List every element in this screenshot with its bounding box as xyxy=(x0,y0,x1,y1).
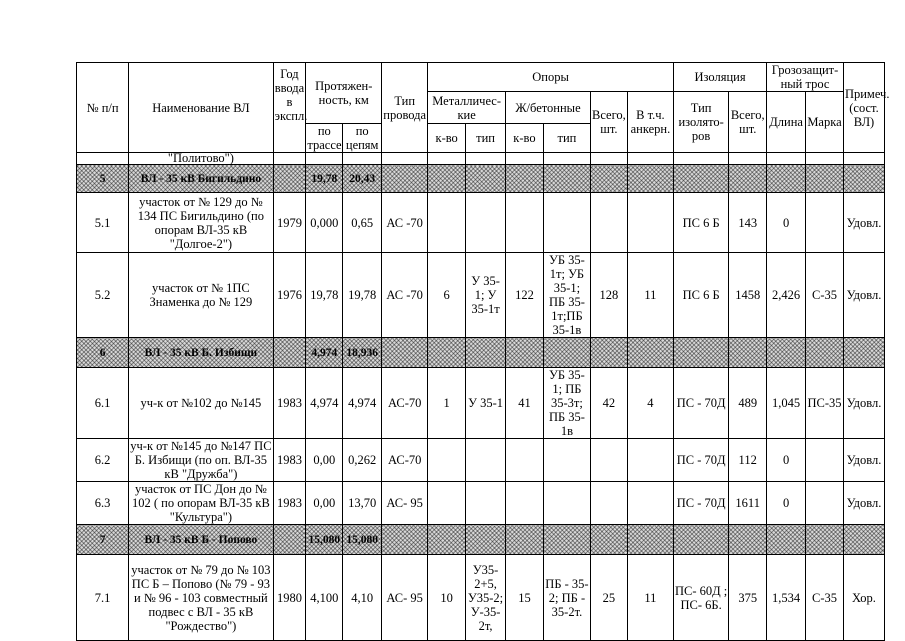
section-row xyxy=(77,525,885,555)
cell-wire: АС- 95 xyxy=(382,482,428,525)
cell-no: 5.2 xyxy=(77,253,129,338)
cell-c-type xyxy=(543,439,590,482)
cell-year: 1983 xyxy=(273,368,306,439)
col-header-metal-qty: к-во xyxy=(428,124,466,153)
cell-note xyxy=(843,338,884,368)
cell-len-route: 0,000 xyxy=(306,193,343,253)
cell-ins-type: ПС - 70Д xyxy=(673,439,728,482)
cell-total xyxy=(590,482,627,525)
cell-no: 6.3 xyxy=(77,482,129,525)
cell-wire: АС -70 xyxy=(382,253,428,338)
cell-m-qty xyxy=(428,193,466,253)
cell-m-qty xyxy=(428,165,466,193)
cell-year xyxy=(273,153,306,165)
cell-c-type xyxy=(543,153,590,165)
cell-m-qty: 6 xyxy=(428,253,466,338)
cell-wire: АС-70 xyxy=(382,439,428,482)
cell-gw-brand xyxy=(806,153,844,165)
cell-c-qty: 122 xyxy=(506,253,544,338)
cell-ins-type: ПС 6 Б xyxy=(673,253,728,338)
cell-note: Удовл. xyxy=(843,193,884,253)
cell-no: 7.1 xyxy=(77,555,129,641)
col-header-note: Примеч. (сост. ВЛ) xyxy=(843,63,884,153)
cell-wire xyxy=(382,165,428,193)
cell-year: 1979 xyxy=(273,193,306,253)
cell-c-type xyxy=(543,193,590,253)
power-lines-table xyxy=(76,62,890,641)
cell-total xyxy=(590,153,627,165)
cell-m-qty xyxy=(428,338,466,368)
cell-c-qty xyxy=(506,193,544,253)
cell-len-route: 4,974 xyxy=(306,338,343,368)
cell-total: 25 xyxy=(590,555,627,641)
cell-ins-total xyxy=(729,165,767,193)
cell-gw-len xyxy=(767,165,806,193)
col-header-insulator-type: Тип изолято-ров xyxy=(673,92,728,153)
cell-m-qty: 10 xyxy=(428,555,466,641)
cell-m-qty xyxy=(428,439,466,482)
cell-m-qty xyxy=(428,153,466,165)
col-header-concrete-type: тип xyxy=(543,124,590,153)
col-header-concrete-qty: к-во xyxy=(506,124,544,153)
cell-anchor xyxy=(627,165,673,193)
cell-len-route: 19,78 xyxy=(306,165,343,193)
cell-len-chains: 13,70 xyxy=(343,482,382,525)
cell-no: 5 xyxy=(77,165,129,193)
cell-len-route: 19,78 xyxy=(306,253,343,338)
cell-wire xyxy=(382,525,428,555)
section-row xyxy=(77,338,885,368)
cell-year: 1983 xyxy=(273,482,306,525)
cell-wire: АС- 95 xyxy=(382,555,428,641)
cell-note: Хор. xyxy=(843,555,884,641)
col-header-length: Протяжен-ность, км xyxy=(306,63,382,124)
col-header-supports: Опоры xyxy=(428,63,674,92)
cell-wire: АС -70 xyxy=(382,193,428,253)
cell-len-chains: 18,936 xyxy=(343,338,382,368)
cell-len-chains: 19,78 xyxy=(343,253,382,338)
cell-total: 42 xyxy=(590,368,627,439)
cell-name: ВЛ - 35 кВ Б. Избищи xyxy=(129,338,273,368)
cell-name: "Политово") xyxy=(129,153,273,165)
cell-anchor: 11 xyxy=(627,253,673,338)
cell-c-type xyxy=(543,338,590,368)
cell-ins-total xyxy=(729,338,767,368)
cell-note xyxy=(843,525,884,555)
col-header-no: № п/п xyxy=(77,63,129,153)
col-header-concrete: Ж/бетонные xyxy=(506,92,591,124)
cell-m-type xyxy=(466,338,506,368)
cell-total xyxy=(590,439,627,482)
col-header-metal-type: тип xyxy=(466,124,506,153)
cell-anchor: 11 xyxy=(627,555,673,641)
col-header-gw-brand: Марка xyxy=(806,92,844,153)
cell-total xyxy=(590,165,627,193)
cell-c-qty xyxy=(506,165,544,193)
cell-gw-len: 2,426 xyxy=(767,253,806,338)
col-header-ground-wire: Грозозащит-ный трос xyxy=(767,63,844,92)
cell-gw-brand xyxy=(806,482,844,525)
cell-m-type: У35-2+5, У35-2; У-35-2т, xyxy=(466,555,506,641)
cell-m-type xyxy=(466,525,506,555)
col-header-metal: Металличес-кие xyxy=(428,92,506,124)
col-header-gw-length: Длина xyxy=(767,92,806,153)
cell-c-qty: 41 xyxy=(506,368,544,439)
cell-gw-len xyxy=(767,338,806,368)
table-row xyxy=(77,368,885,439)
cell-len-route: 0,00 xyxy=(306,482,343,525)
cell-gw-brand xyxy=(806,525,844,555)
cell-anchor: 4 xyxy=(627,368,673,439)
cell-len-route: 4,974 xyxy=(306,368,343,439)
cell-ins-total: 112 xyxy=(729,439,767,482)
cell-anchor xyxy=(627,193,673,253)
col-header-incl-anchor: В т.ч. анкерн. xyxy=(627,92,673,153)
cell-no xyxy=(77,153,129,165)
cell-gw-brand xyxy=(806,165,844,193)
table-row xyxy=(77,153,885,165)
cell-len-chains: 0,65 xyxy=(343,193,382,253)
cell-year xyxy=(273,338,306,368)
cell-gw-brand: С-35 xyxy=(806,253,844,338)
cell-gw-len: 1,045 xyxy=(767,368,806,439)
cell-len-chains: 15,080 xyxy=(343,525,382,555)
col-header-length-route: по трассе xyxy=(307,124,342,152)
cell-gw-brand xyxy=(806,193,844,253)
cell-m-type xyxy=(466,153,506,165)
cell-ins-type: ПС- 60Д ; ПС- 6Б. xyxy=(673,555,728,641)
cell-anchor xyxy=(627,525,673,555)
cell-ins-type xyxy=(673,525,728,555)
cell-c-qty xyxy=(506,153,544,165)
cell-ins-type xyxy=(673,165,728,193)
cell-gw-brand: ПС-35 xyxy=(806,368,844,439)
cell-len-route xyxy=(306,153,343,165)
table-row xyxy=(77,555,885,641)
cell-m-type xyxy=(466,482,506,525)
cell-wire xyxy=(382,338,428,368)
cell-gw-len: 0 xyxy=(767,193,806,253)
cell-c-qty xyxy=(506,482,544,525)
cell-anchor xyxy=(627,439,673,482)
col-header-year: Год ввода в экспл. xyxy=(273,63,306,153)
cell-name: участок от № 1ПС Знаменка до № 129 xyxy=(129,253,273,338)
table-row xyxy=(77,482,885,525)
cell-gw-len: 0 xyxy=(767,482,806,525)
cell-c-qty: 15 xyxy=(506,555,544,641)
cell-c-qty xyxy=(506,525,544,555)
cell-gw-brand: С-35 xyxy=(806,555,844,641)
cell-year xyxy=(273,165,306,193)
cell-gw-brand xyxy=(806,439,844,482)
cell-m-type: У 35-1 xyxy=(466,368,506,439)
section-row xyxy=(77,165,885,193)
cell-wire: АС-70 xyxy=(382,368,428,439)
col-header-wire-type: Тип провода xyxy=(382,63,428,153)
cell-ins-type xyxy=(673,338,728,368)
cell-name: участок от № 129 до № 134 ПС Бигильдино (по опорам ВЛ-35 кВ "Долгое-2") xyxy=(129,193,273,253)
cell-len-chains: 20,43 xyxy=(343,165,382,193)
cell-no: 6 xyxy=(77,338,129,368)
cell-note: Удовл. xyxy=(843,439,884,482)
cell-c-type xyxy=(543,165,590,193)
cell-c-type: УБ 35-1; ПБ 35-3т; ПБ 35-1в xyxy=(543,368,590,439)
cell-ins-type: ПС 6 Б xyxy=(673,193,728,253)
cell-no: 5.1 xyxy=(77,193,129,253)
table-row xyxy=(77,253,885,338)
cell-m-qty: 1 xyxy=(428,368,466,439)
cell-c-type xyxy=(543,482,590,525)
cell-ins-total: 375 xyxy=(729,555,767,641)
cell-len-route: 0,00 xyxy=(306,439,343,482)
cell-name: уч-к от №145 до №147 ПС Б. Избищи (по оп. ВЛ-35 кВ "Дружба") xyxy=(130,439,272,481)
cell-total xyxy=(590,338,627,368)
cell-m-type: У 35-1; У 35-1т xyxy=(466,253,506,338)
cell-total: 128 xyxy=(590,253,627,338)
cell-len-chains: 4,974 xyxy=(343,368,382,439)
cell-len-route: 4,100 xyxy=(306,555,343,641)
cell-year: 1980 xyxy=(273,555,306,641)
cell-m-qty xyxy=(428,525,466,555)
col-header-total-pcs: Всего, шт. xyxy=(590,92,627,153)
cell-gw-brand xyxy=(806,338,844,368)
cell-gw-len: 0 xyxy=(767,439,806,482)
col-header-length-chains: по цепям xyxy=(343,124,382,153)
cell-c-type: ПБ - 35-2; ПБ - 35-2т. xyxy=(543,555,590,641)
cell-name: участок от ПС Дон до № 102 ( по опорам ВЛ-35 кВ "Культура") xyxy=(129,482,273,525)
cell-len-chains: 0,262 xyxy=(343,439,382,482)
cell-anchor xyxy=(627,338,673,368)
cell-ins-total: 1458 xyxy=(729,253,767,338)
cell-m-qty xyxy=(428,482,466,525)
cell-gw-len: 1,534 xyxy=(767,555,806,641)
cell-year: 1983 xyxy=(273,439,306,482)
cell-note: Удовл. xyxy=(843,482,884,525)
cell-name: ВЛ - 35 кВ Бигильдино xyxy=(129,165,273,193)
cell-total xyxy=(590,525,627,555)
col-header-name: Наименование ВЛ xyxy=(129,63,273,153)
cell-c-qty xyxy=(506,439,544,482)
cell-no: 6.1 xyxy=(77,368,129,439)
cell-note xyxy=(843,153,884,165)
cell-name: ВЛ - 35 кВ Б - Попово xyxy=(129,525,273,555)
cell-gw-len xyxy=(767,153,806,165)
cell-note: Удовл. xyxy=(843,368,884,439)
cell-ins-total xyxy=(729,525,767,555)
cell-no: 7 xyxy=(77,525,129,555)
cell-year: 1976 xyxy=(273,253,306,338)
cell-ins-type xyxy=(673,153,728,165)
cell-ins-type: ПС - 70Д xyxy=(673,482,728,525)
table-row xyxy=(77,439,885,482)
cell-ins-total: 143 xyxy=(729,193,767,253)
cell-gw-len xyxy=(767,525,806,555)
col-header-total-insulators: Всего, шт. xyxy=(729,92,767,153)
table-row xyxy=(77,193,885,253)
cell-len-chains xyxy=(343,153,382,165)
cell-c-type: УБ 35-1т; УБ 35-1; ПБ 35-1т;ПБ 35-1в xyxy=(543,253,590,338)
cell-ins-total: 489 xyxy=(729,368,767,439)
cell-name: уч-к от №102 до №145 xyxy=(129,368,273,439)
cell-wire xyxy=(382,153,428,165)
cell-ins-total xyxy=(729,153,767,165)
cell-m-type xyxy=(466,165,506,193)
cell-total xyxy=(590,193,627,253)
cell-note: Удовл. xyxy=(843,253,884,338)
cell-m-type xyxy=(466,193,506,253)
cell-note xyxy=(843,165,884,193)
col-header-insulation: Изоляция xyxy=(673,63,766,92)
cell-ins-type: ПС - 70Д xyxy=(673,368,728,439)
cell-len-route: 15,080 xyxy=(306,525,343,555)
cell-len-chains: 4,10 xyxy=(343,555,382,641)
cell-ins-total: 1611 xyxy=(729,482,767,525)
cell-anchor xyxy=(627,153,673,165)
cell-anchor xyxy=(627,482,673,525)
cell-name: участок от № 79 до № 103 ПС Б – Попово (№ 79 - 93 и № 96 - 103 совместный подвес с ВЛ - 35 кВ "Рождество") xyxy=(129,555,273,641)
cell-no: 6.2 xyxy=(77,439,129,482)
cell-year xyxy=(273,525,306,555)
cell-m-type xyxy=(466,439,506,482)
cell-c-type xyxy=(543,525,590,555)
cell-c-qty xyxy=(506,338,544,368)
